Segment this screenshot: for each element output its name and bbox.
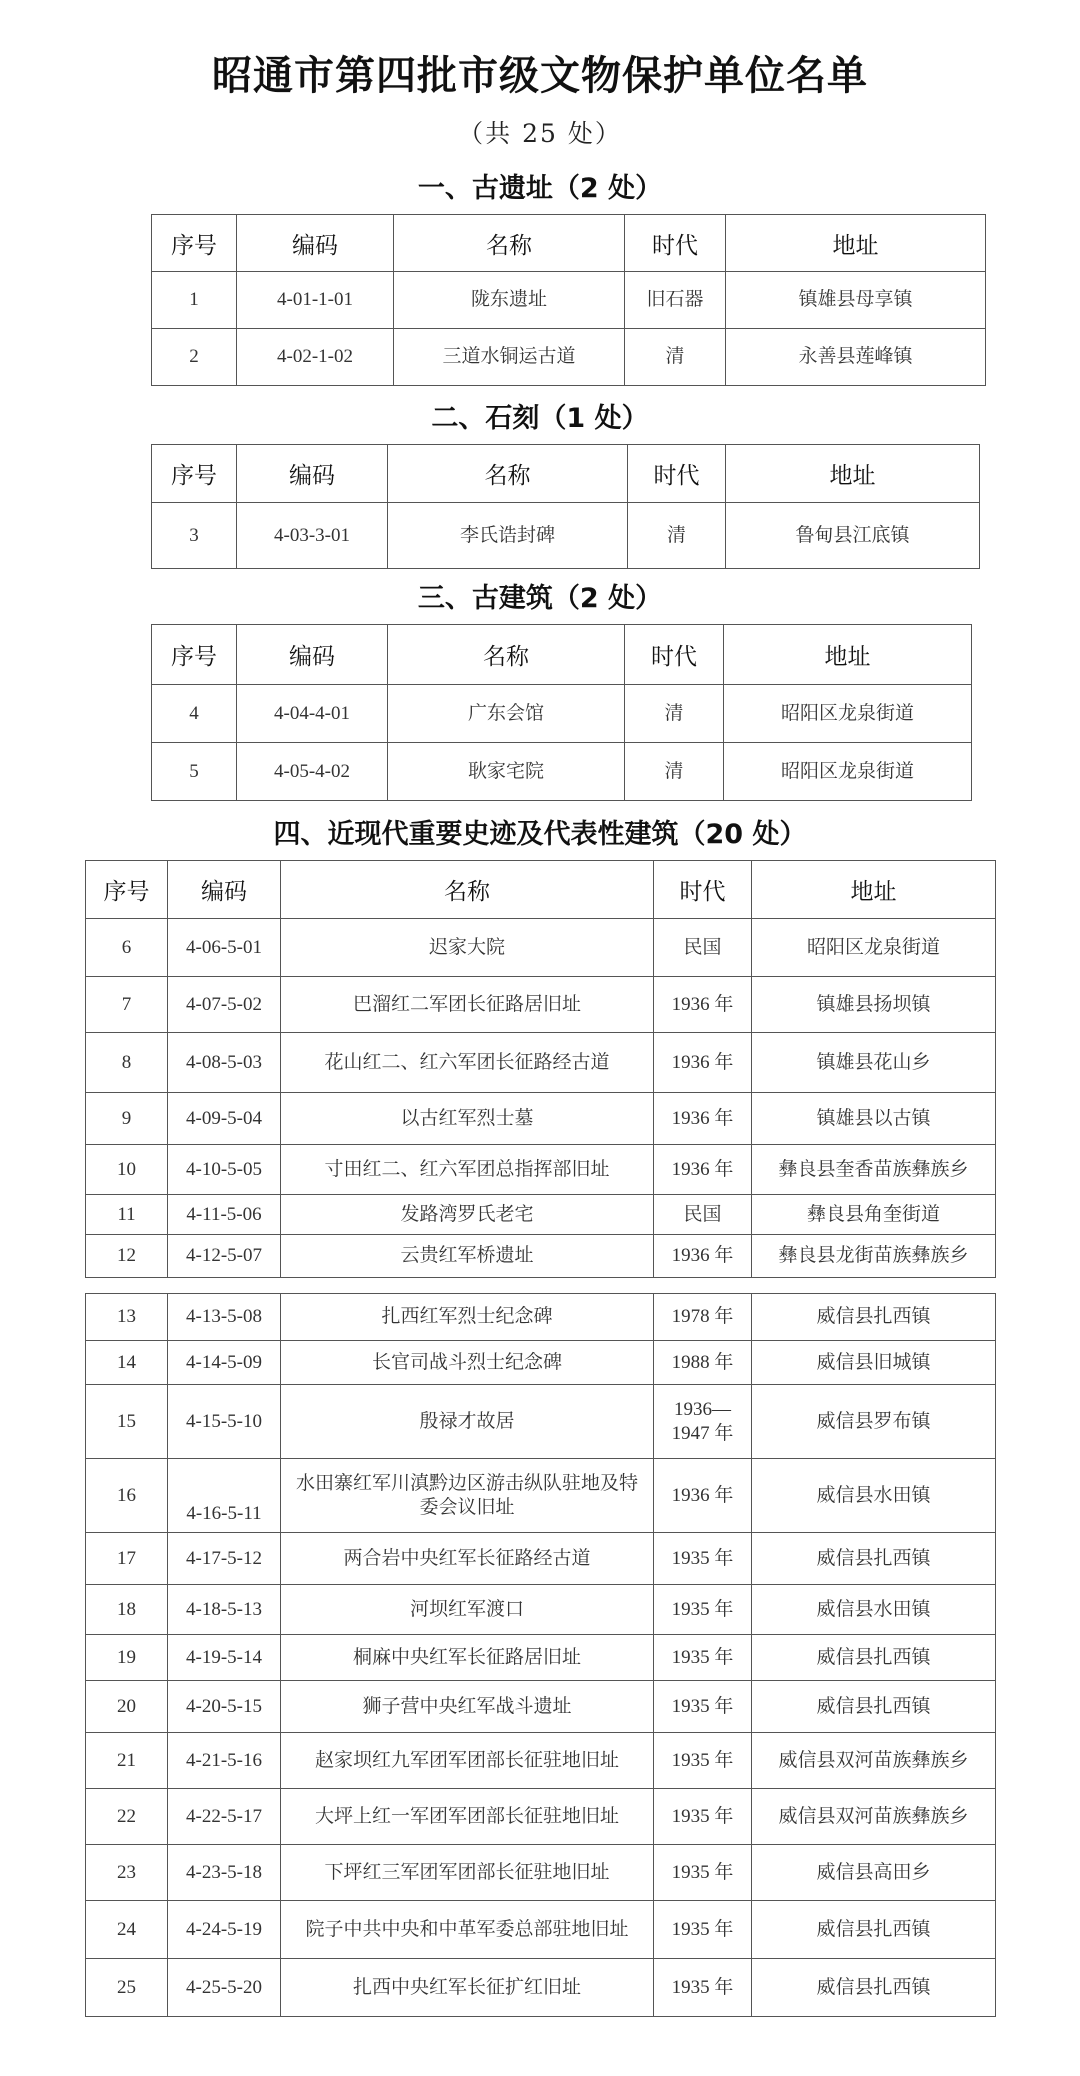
cell-era: 1936 年 xyxy=(654,1033,752,1093)
cell-address: 威信县扎西镇 xyxy=(752,1901,996,1959)
table-row xyxy=(86,1635,996,1681)
table-row xyxy=(86,1459,996,1533)
cell-seq: 17 xyxy=(86,1533,168,1585)
table-row xyxy=(86,1195,996,1235)
cell-code: 4-14-5-09 xyxy=(168,1341,281,1385)
cell-name: 巴溜红二军团长征路居旧址 xyxy=(281,977,654,1033)
cell-name: 寸田红二、红六军团总指挥部旧址 xyxy=(281,1145,654,1195)
table-row xyxy=(86,1235,996,1278)
cell-address: 彝良县龙街苗族彝族乡 xyxy=(752,1235,996,1278)
cell-code: 4-16-5-11 xyxy=(168,1459,281,1533)
cell-era: 1936 年 xyxy=(654,1093,752,1145)
cell-name: 广东会馆 xyxy=(388,685,625,743)
table-stone-carvings xyxy=(151,444,980,569)
section-heading-modern-sites: 四、近现代重要史迹及代表性建筑（20 处） xyxy=(273,819,807,850)
cell-code: 4-15-5-10 xyxy=(168,1385,281,1459)
cell-era: 1936 年 xyxy=(654,1145,752,1195)
cell-address: 永善县莲峰镇 xyxy=(726,329,986,386)
cell-seq: 4 xyxy=(152,685,237,743)
cell-era: 清 xyxy=(625,329,726,386)
header-name: 名称 xyxy=(394,215,625,272)
header-seq: 序号 xyxy=(152,445,237,503)
cell-era: 1935 年 xyxy=(654,1733,752,1789)
cell-code: 4-06-5-01 xyxy=(168,919,281,977)
cell-name: 大坪上红一军团军团部长征驻地旧址 xyxy=(281,1789,654,1845)
cell-code: 4-17-5-12 xyxy=(168,1533,281,1585)
header-era: 时代 xyxy=(625,215,726,272)
cell-era: 1935 年 xyxy=(654,1959,752,2017)
cell-code: 4-12-5-07 xyxy=(168,1235,281,1278)
table-ancient-buildings xyxy=(151,624,972,801)
table-modern-sites-part2 xyxy=(85,1293,996,2017)
cell-seq: 13 xyxy=(86,1294,168,1341)
cell-address: 威信县扎西镇 xyxy=(752,1294,996,1341)
cell-era: 1935 年 xyxy=(654,1585,752,1635)
table-row xyxy=(86,977,996,1033)
table-header-row xyxy=(152,215,986,272)
table-row xyxy=(86,919,996,977)
cell-era: 1935 年 xyxy=(654,1789,752,1845)
cell-era: 清 xyxy=(625,743,724,801)
cell-era: 民国 xyxy=(654,1195,752,1235)
table-row xyxy=(152,329,986,386)
cell-name: 赵家坝红九军团军团部长征驻地旧址 xyxy=(281,1733,654,1789)
cell-address: 镇雄县以古镇 xyxy=(752,1093,996,1145)
cell-name: 李氏诰封碑 xyxy=(388,503,628,569)
cell-seq: 9 xyxy=(86,1093,168,1145)
cell-code: 4-25-5-20 xyxy=(168,1959,281,2017)
header-address: 地址 xyxy=(724,625,972,685)
cell-name: 桐麻中央红军长征路居旧址 xyxy=(281,1635,654,1681)
page-title: 昭通市第四批市级文物保护单位名单 xyxy=(212,53,868,99)
cell-code: 4-07-5-02 xyxy=(168,977,281,1033)
cell-address: 威信县扎西镇 xyxy=(752,1533,996,1585)
header-address: 地址 xyxy=(726,215,986,272)
table-row xyxy=(152,743,972,801)
cell-code: 4-20-5-15 xyxy=(168,1681,281,1733)
table-row xyxy=(86,1533,996,1585)
cell-address: 镇雄县花山乡 xyxy=(752,1033,996,1093)
cell-name: 发路湾罗氏老宅 xyxy=(281,1195,654,1235)
cell-code: 4-18-5-13 xyxy=(168,1585,281,1635)
section-heading-ancient-buildings: 三、古建筑（2 处） xyxy=(417,583,663,614)
cell-code: 4-09-5-04 xyxy=(168,1093,281,1145)
header-seq: 序号 xyxy=(86,861,168,919)
cell-era: 民国 xyxy=(654,919,752,977)
header-code: 编码 xyxy=(237,625,388,685)
cell-code: 4-24-5-19 xyxy=(168,1901,281,1959)
header-era: 时代 xyxy=(625,625,724,685)
table-row xyxy=(152,272,986,329)
cell-address: 威信县罗布镇 xyxy=(752,1385,996,1459)
cell-era: 1936 年 xyxy=(654,977,752,1033)
cell-seq: 6 xyxy=(86,919,168,977)
cell-address: 威信县高田乡 xyxy=(752,1845,996,1901)
cell-era: 1988 年 xyxy=(654,1341,752,1385)
cell-era: 1936—1947 年 xyxy=(654,1385,752,1459)
cell-name: 耿家宅院 xyxy=(388,743,625,801)
cell-seq: 8 xyxy=(86,1033,168,1093)
cell-era: 1935 年 xyxy=(654,1681,752,1733)
header-era: 时代 xyxy=(628,445,726,503)
cell-name: 以古红军烈士墓 xyxy=(281,1093,654,1145)
header-name: 名称 xyxy=(388,625,625,685)
table-row xyxy=(86,1033,996,1093)
cell-seq: 10 xyxy=(86,1145,168,1195)
table-header-row xyxy=(152,625,972,685)
cell-name: 两合岩中央红军长征路经古道 xyxy=(281,1533,654,1585)
cell-code: 4-03-3-01 xyxy=(237,503,388,569)
cell-address: 威信县旧城镇 xyxy=(752,1341,996,1385)
cell-code: 4-21-5-16 xyxy=(168,1733,281,1789)
cell-name: 下坪红三军团军团部长征驻地旧址 xyxy=(281,1845,654,1901)
cell-address: 鲁甸县江底镇 xyxy=(726,503,980,569)
cell-name: 扎西红军烈士纪念碑 xyxy=(281,1294,654,1341)
cell-name: 扎西中央红军长征扩红旧址 xyxy=(281,1959,654,2017)
header-era: 时代 xyxy=(654,861,752,919)
cell-seq: 19 xyxy=(86,1635,168,1681)
header-address: 地址 xyxy=(726,445,980,503)
cell-address: 威信县水田镇 xyxy=(752,1585,996,1635)
cell-address: 镇雄县扬坝镇 xyxy=(752,977,996,1033)
header-seq: 序号 xyxy=(152,215,237,272)
cell-seq: 14 xyxy=(86,1341,168,1385)
cell-seq: 3 xyxy=(152,503,237,569)
cell-era: 清 xyxy=(625,685,724,743)
header-address: 地址 xyxy=(752,861,996,919)
cell-era: 清 xyxy=(628,503,726,569)
table-row xyxy=(86,1901,996,1959)
table-ancient-sites xyxy=(151,214,986,386)
cell-seq: 7 xyxy=(86,977,168,1033)
cell-address: 彝良县角奎街道 xyxy=(752,1195,996,1235)
table-row xyxy=(86,1845,996,1901)
cell-era: 1936 年 xyxy=(654,1459,752,1533)
table-row xyxy=(86,1959,996,2017)
cell-seq: 22 xyxy=(86,1789,168,1845)
cell-era: 1936 年 xyxy=(654,1235,752,1278)
cell-seq: 1 xyxy=(152,272,237,329)
cell-seq: 15 xyxy=(86,1385,168,1459)
cell-address: 威信县扎西镇 xyxy=(752,1681,996,1733)
header-code: 编码 xyxy=(237,215,394,272)
table-row xyxy=(152,503,980,569)
cell-address: 威信县双河苗族彝族乡 xyxy=(752,1789,996,1845)
cell-seq: 2 xyxy=(152,329,237,386)
cell-code: 4-05-4-02 xyxy=(237,743,388,801)
cell-name: 云贵红军桥遗址 xyxy=(281,1235,654,1278)
cell-address: 威信县水田镇 xyxy=(752,1459,996,1533)
cell-code: 4-22-5-17 xyxy=(168,1789,281,1845)
cell-code: 4-19-5-14 xyxy=(168,1635,281,1681)
table-row xyxy=(152,685,972,743)
cell-name: 殷禄才故居 xyxy=(281,1385,654,1459)
table-row xyxy=(86,1385,996,1459)
table-row xyxy=(86,1733,996,1789)
cell-code: 4-02-1-02 xyxy=(237,329,394,386)
cell-code: 4-10-5-05 xyxy=(168,1145,281,1195)
cell-name: 陇东遗址 xyxy=(394,272,625,329)
cell-seq: 11 xyxy=(86,1195,168,1235)
cell-seq: 24 xyxy=(86,1901,168,1959)
table-row xyxy=(86,1585,996,1635)
header-code: 编码 xyxy=(237,445,388,503)
cell-address: 威信县扎西镇 xyxy=(752,1635,996,1681)
cell-name: 长官司战斗烈士纪念碑 xyxy=(281,1341,654,1385)
cell-era: 旧石器 xyxy=(625,272,726,329)
cell-era: 1935 年 xyxy=(654,1901,752,1959)
cell-era: 1935 年 xyxy=(654,1533,752,1585)
cell-code: 4-13-5-08 xyxy=(168,1294,281,1341)
table-header-row xyxy=(86,861,996,919)
cell-name: 三道水铜运古道 xyxy=(394,329,625,386)
table-row xyxy=(86,1145,996,1195)
table-row xyxy=(86,1341,996,1385)
cell-era: 1978 年 xyxy=(654,1294,752,1341)
cell-name: 花山红二、红六军团长征路经古道 xyxy=(281,1033,654,1093)
section-heading-ancient-sites: 一、古遗址（2 处） xyxy=(417,173,663,204)
page-subtitle: （共 25 处） xyxy=(458,119,622,148)
cell-seq: 16 xyxy=(86,1459,168,1533)
cell-address: 彝良县奎香苗族彝族乡 xyxy=(752,1145,996,1195)
table-modern-sites-part1 xyxy=(85,860,996,1278)
cell-seq: 18 xyxy=(86,1585,168,1635)
cell-seq: 25 xyxy=(86,1959,168,2017)
cell-address: 威信县扎西镇 xyxy=(752,1959,996,2017)
cell-address: 昭阳区龙泉街道 xyxy=(752,919,996,977)
cell-address: 昭阳区龙泉街道 xyxy=(724,685,972,743)
cell-address: 镇雄县母享镇 xyxy=(726,272,986,329)
table-row xyxy=(86,1093,996,1145)
cell-name: 狮子营中央红军战斗遗址 xyxy=(281,1681,654,1733)
cell-name: 水田寨红军川滇黔边区游击纵队驻地及特委会议旧址 xyxy=(281,1459,654,1533)
header-seq: 序号 xyxy=(152,625,237,685)
table-row xyxy=(86,1789,996,1845)
cell-seq: 5 xyxy=(152,743,237,801)
table-header-row xyxy=(152,445,980,503)
cell-code: 4-08-5-03 xyxy=(168,1033,281,1093)
cell-code: 4-11-5-06 xyxy=(168,1195,281,1235)
cell-name: 河坝红军渡口 xyxy=(281,1585,654,1635)
cell-era: 1935 年 xyxy=(654,1845,752,1901)
table-row xyxy=(86,1294,996,1341)
cell-address: 威信县双河苗族彝族乡 xyxy=(752,1733,996,1789)
section-heading-stone-carvings: 二、石刻（1 处） xyxy=(431,403,649,434)
cell-address: 昭阳区龙泉街道 xyxy=(724,743,972,801)
header-name: 名称 xyxy=(281,861,654,919)
cell-seq: 12 xyxy=(86,1235,168,1278)
cell-code: 4-04-4-01 xyxy=(237,685,388,743)
cell-seq: 23 xyxy=(86,1845,168,1901)
cell-seq: 21 xyxy=(86,1733,168,1789)
header-name: 名称 xyxy=(388,445,628,503)
cell-name: 迟家大院 xyxy=(281,919,654,977)
cell-code: 4-01-1-01 xyxy=(237,272,394,329)
table-row xyxy=(86,1681,996,1733)
cell-name: 院子中共中央和中革军委总部驻地旧址 xyxy=(281,1901,654,1959)
cell-code: 4-23-5-18 xyxy=(168,1845,281,1901)
header-code: 编码 xyxy=(168,861,281,919)
cell-era: 1935 年 xyxy=(654,1635,752,1681)
cell-seq: 20 xyxy=(86,1681,168,1733)
